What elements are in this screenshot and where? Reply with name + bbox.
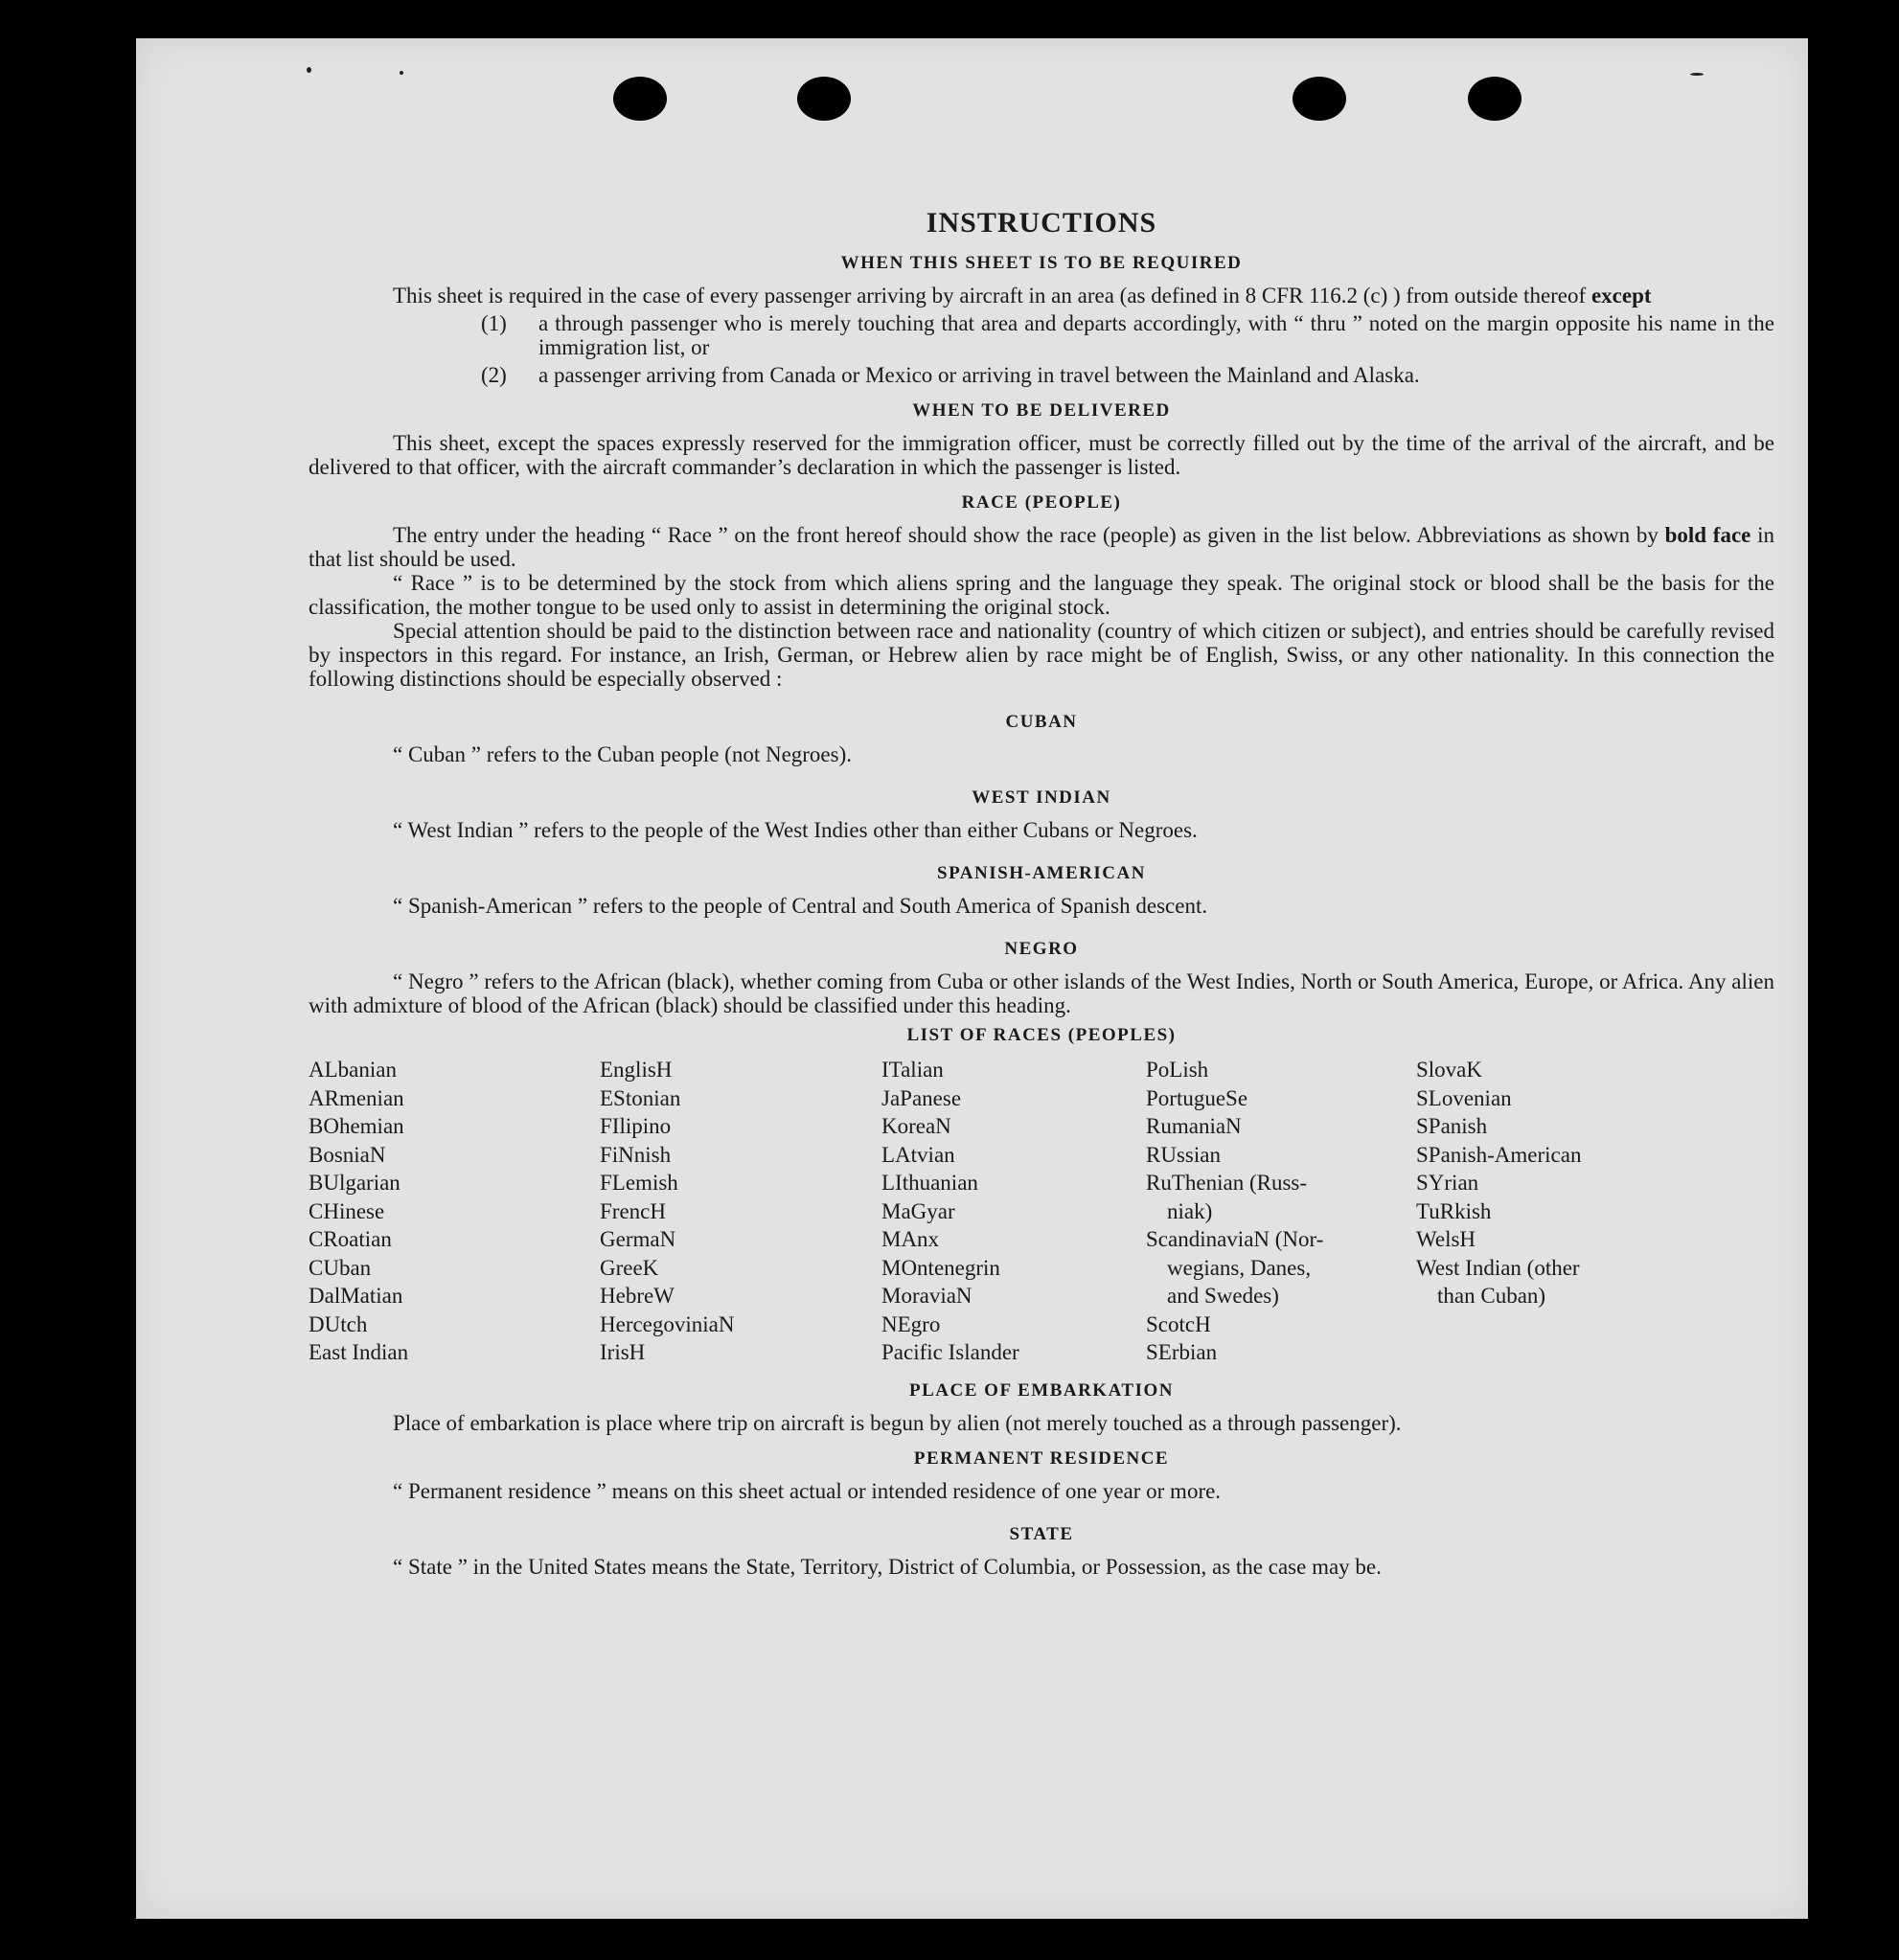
- embarkation-definition: Place of embarkation is place where trip on aircraft is begun by alien (not merely touched as a through passenger).: [393, 1410, 1402, 1435]
- race-entry: SYrian: [1416, 1171, 1479, 1195]
- race-entry: KoreaN: [881, 1114, 951, 1138]
- punch-hole: [797, 77, 851, 121]
- punch-hole: [613, 77, 667, 121]
- race-entry: MOntenegrin: [881, 1255, 1000, 1280]
- race-entry: MaGyar: [881, 1198, 955, 1223]
- race-entry: ALbanian: [309, 1058, 397, 1082]
- race-paragraph-2: “ Race ” is to be determined by the stock from which aliens spring and the language they speak. The original stock or blood shall be the basis for the classification, the mother tongue to be used only to assist in determining the original stock.: [309, 571, 1774, 619]
- race-entry: RuThenian (Russ-: [1146, 1171, 1308, 1195]
- cuban-definition: “ Cuban ” refers to the Cuban people (not Negroes).: [393, 742, 853, 766]
- race-entry: MAnx: [881, 1227, 940, 1251]
- negro-definition: “ Negro ” refers to the African (black), whether coming from Cuba or other islands of the West Indies, North or South America, Europe, or Africa. Any alien with admixture of blood of the African (black) should be classified under this heading.: [309, 969, 1774, 1017]
- race-entry: FIlipino: [600, 1114, 672, 1138]
- race-paragraph-1: The entry under the heading “ Race ” on the front hereof should show the race (people) as given in the list below. Abbreviations as shown by bold face in that list should be used.: [309, 523, 1774, 571]
- race-entry: CUban: [309, 1255, 372, 1280]
- race-entry: WelsH: [1416, 1227, 1476, 1251]
- heading-permanent-residence: PERMANENT RESIDENCE: [913, 1447, 1170, 1469]
- race-entry: NEgro: [881, 1311, 941, 1336]
- race-entry: GreeK: [600, 1255, 659, 1280]
- race-entry: ITalian: [881, 1058, 944, 1082]
- heading-cuban: CUBAN: [1005, 712, 1078, 732]
- heading-west-indian: WEST INDIAN: [972, 787, 1111, 808]
- race-entry: PoLish: [1146, 1058, 1209, 1082]
- race-entry: CRoatian: [309, 1227, 392, 1251]
- race-entry: West Indian (other: [1416, 1255, 1580, 1280]
- heading-spanish-american: SPANISH-AMERICAN: [937, 863, 1146, 883]
- race-entry: EStonian: [600, 1085, 681, 1110]
- race-entry: JaPanese: [881, 1085, 962, 1110]
- race-entry-continuation: niak): [1167, 1198, 1213, 1223]
- race-entry: Pacific Islander: [881, 1340, 1019, 1364]
- race-entry: LIthuanian: [881, 1171, 978, 1195]
- scan-speck: [1690, 73, 1704, 76]
- heading-when-required: WHEN THIS SHEET IS TO BE REQUIRED: [840, 253, 1243, 273]
- state-definition: “ State ” in the United States means the State, Territory, District of Columbia, or Possession, as the case may be.: [393, 1554, 1382, 1579]
- instructions-body: [309, 169, 1774, 1579]
- race-entry: BosniaN: [309, 1142, 386, 1167]
- race-entry-continuation: wegians, Danes,: [1167, 1255, 1312, 1280]
- list-item: (2) a passenger arriving from Canada or Mexico or arriving in travel between the Mainland and Alaska.: [481, 363, 1420, 387]
- spanish-american-definition: “ Spanish-American ” refers to the people of Central and South America of Spanish descent.: [393, 894, 1208, 918]
- races-column: [881, 1056, 1146, 1367]
- race-entry: BUlgarian: [309, 1171, 400, 1195]
- races-column: [1416, 1056, 1774, 1367]
- race-entry: SPanish: [1416, 1114, 1488, 1138]
- race-entry: ScandinaviaN (Nor-: [1146, 1227, 1324, 1251]
- heading-state: STATE: [1009, 1523, 1074, 1544]
- race-entry: RumaniaN: [1146, 1114, 1242, 1138]
- race-entry: MoraviaN: [881, 1284, 972, 1308]
- race-entry: FiNnish: [600, 1142, 672, 1167]
- race-entry: HebreW: [600, 1284, 675, 1308]
- race-entry: ARmenian: [309, 1085, 404, 1110]
- when-required-intro: This sheet is required in the case of every passenger arriving by aircraft in an area (as defined in 8 CFR 116.2 (c) ) from outside thereof except: [393, 284, 1652, 308]
- punch-hole: [1293, 77, 1346, 121]
- races-table: [309, 1056, 1774, 1367]
- list-item: (1) a through passenger who is merely touching that area and departs accordingly, with “ thru ” noted on the margin opposite his name in the immigration list, or: [481, 311, 1774, 359]
- race-entry: GermaN: [600, 1227, 676, 1251]
- scan-speck: [400, 71, 403, 75]
- when-delivered-text: This sheet, except the spaces expressly reserved for the immigration officer, must be correctly filled out by the time of the arrival of the aircraft, and be delivered to that officer, with the aircraft commander’s declaration in which the passenger is listed.: [309, 431, 1774, 479]
- race-entry: SErbian: [1146, 1340, 1218, 1364]
- race-entry: RUssian: [1146, 1142, 1221, 1167]
- scan-speck: [307, 67, 311, 73]
- page-title: INSTRUCTIONS: [926, 207, 1157, 239]
- race-paragraph-3: Special attention should be paid to the distinction between race and nationality (country of which citizen or subject), and entries should be carefully revised by inspectors in this regard. For instance, an Irish, German, or Hebrew alien by race might be of English, Swiss, or any other nationality. In this connection the following distinctions should be especially observed :: [309, 619, 1774, 691]
- document-page: [136, 38, 1808, 1919]
- race-entry: SLovenian: [1416, 1085, 1512, 1110]
- race-entry: DalMatian: [309, 1284, 403, 1308]
- race-entry: FrencH: [600, 1198, 666, 1223]
- race-entry-continuation: and Swedes): [1167, 1284, 1279, 1308]
- heading-when-delivered: WHEN TO BE DELIVERED: [912, 400, 1171, 421]
- race-entry: ScotcH: [1146, 1311, 1211, 1336]
- race-entry: TuRkish: [1416, 1198, 1492, 1223]
- races-column: [600, 1056, 881, 1367]
- race-entry: EnglisH: [600, 1058, 673, 1082]
- race-entry: HercegoviniaN: [600, 1311, 735, 1336]
- races-column: [1146, 1056, 1416, 1367]
- race-entry: FLemish: [600, 1171, 678, 1195]
- heading-race: RACE (PEOPLE): [961, 492, 1122, 513]
- race-entry: BOhemian: [309, 1114, 404, 1138]
- heading-embarkation: PLACE OF EMBARKATION: [909, 1379, 1174, 1401]
- race-entry: LAtvian: [881, 1142, 955, 1167]
- west-indian-definition: “ West Indian ” refers to the people of the West Indies other than either Cubans or Negroes.: [393, 818, 1198, 842]
- races-column: [309, 1056, 600, 1367]
- race-entry: SPanish-American: [1416, 1142, 1582, 1167]
- race-entry: PortugueSe: [1146, 1085, 1248, 1110]
- race-entry: CHinese: [309, 1198, 385, 1223]
- race-entry: SlovaK: [1416, 1058, 1482, 1082]
- race-entry: IrisH: [600, 1340, 646, 1364]
- race-entry: East Indian: [309, 1340, 409, 1364]
- race-entry: DUtch: [309, 1311, 368, 1336]
- heading-negro: NEGRO: [1004, 939, 1079, 959]
- race-entry-continuation: than Cuban): [1437, 1284, 1546, 1308]
- heading-list-of-races: LIST OF RACES (PEOPLES): [906, 1025, 1177, 1045]
- punch-hole: [1468, 77, 1521, 121]
- residence-definition: “ Permanent residence ” means on this sheet actual or intended residence of one year or more.: [393, 1478, 1222, 1503]
